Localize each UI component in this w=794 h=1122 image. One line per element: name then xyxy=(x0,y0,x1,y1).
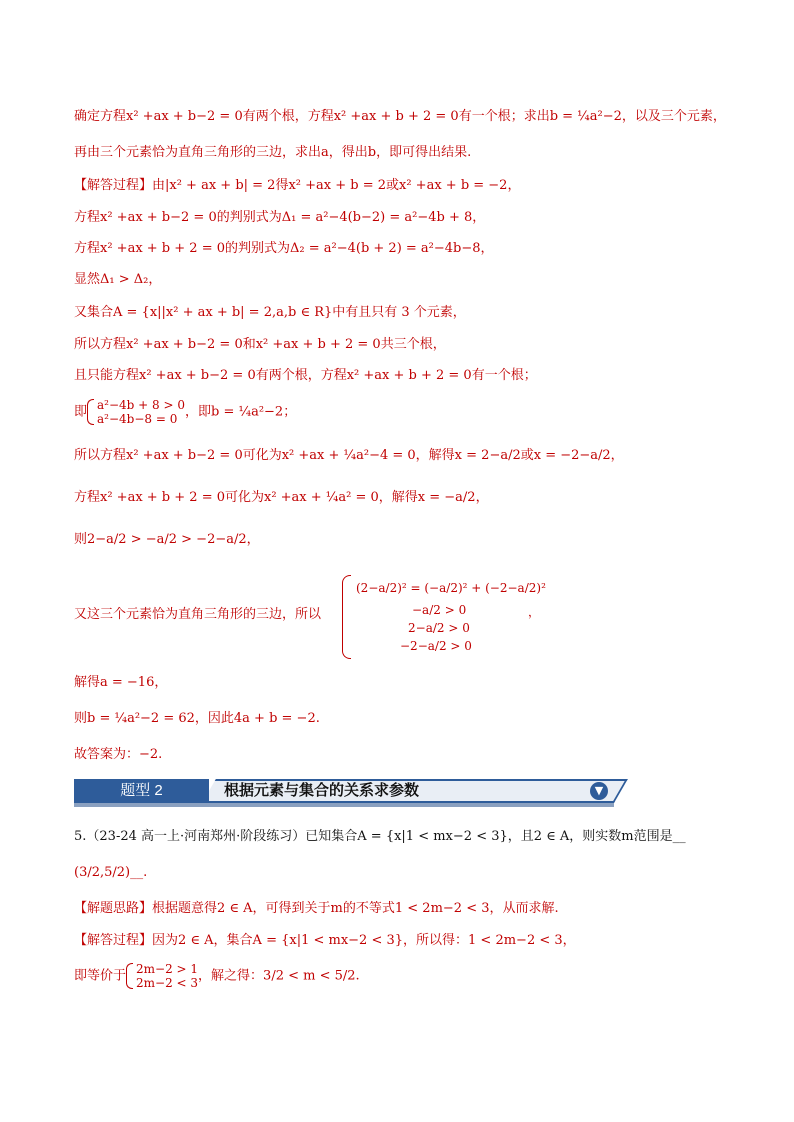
equiv-suffix: ，解之得：3/2 < m < 5/2. xyxy=(198,968,360,984)
solution-process: 【解答过程】因为2 ∈ A，集合A = {x|1 < mx−2 < 3}，所以得：1 < 2m−2 < 3， xyxy=(74,933,576,948)
text-line-15: 解得a = −16， xyxy=(74,675,168,690)
text-line-14: 又这三个元素恰为直角三角形的三边，所以 xyxy=(74,607,322,622)
section-banner xyxy=(74,779,614,805)
text-line-8: 所以方程x² +ax + b−2 = 0和x² +ax + b + 2 = 0共三个根， xyxy=(74,337,446,352)
equation-system-1 xyxy=(87,398,185,426)
text-line-2: 再由三个元素恰为直角三角形的三边，求出a，得出b，即可得出结果. xyxy=(74,145,472,160)
banner-shadow xyxy=(74,803,614,807)
banner-tag: 题型 2 xyxy=(74,779,209,803)
text-line-9: 且只能方程x² +ax + b−2 = 0有两个根，方程x² +ax + b + 2 = 0有一个根； xyxy=(74,368,537,383)
system3-eq-1: 2m−2 > 1 xyxy=(136,962,199,976)
solution-equivalence xyxy=(74,962,724,990)
equation-system-2 xyxy=(342,575,546,657)
equiv-prefix: 即等价于 xyxy=(74,968,127,984)
text-line-5: 方程x² +ax + b + 2 = 0的判别式为Δ₂ = a²−4(b + 2) = a²−4b−8， xyxy=(74,241,494,256)
question-5: 5.（23-24 高一上·河南郑州·阶段练习）已知集合A = {x|1 < mx−2 < 3}，且2 ∈ A，则实数m范围是__ xyxy=(74,829,686,844)
text-line-13: 则2−a/2 > −a/2 > −2−a/2， xyxy=(74,532,260,547)
text-line-6: 显然Δ₁ > Δ₂， xyxy=(74,272,162,287)
system3-eq-2: 2m−2 < 3 xyxy=(136,976,199,990)
text-line-12: 方程x² +ax + b + 2 = 0可化为x² +ax + ¼a² = 0，解得x = −a/2， xyxy=(74,490,489,505)
collapse-icon[interactable]: ▼ xyxy=(590,782,608,800)
line10-suffix: ，即b = ¼a²−2； xyxy=(185,404,297,420)
system2-row-2: −a/2 > 0 xyxy=(412,603,467,617)
system2-row-4: −2−a/2 > 0 xyxy=(400,639,472,653)
question-5-answer: (3/2,5/2)__. xyxy=(74,865,148,880)
system2-row-1: (2−a/2)² = (−a/2)² + (−2−a/2)² xyxy=(356,581,546,595)
system-eq-2: a²−4b−8 = 0 xyxy=(97,412,178,426)
text-line-1: 确定方程x² +ax + b−2 = 0有两个根，方程x² +ax + b + 2 = 0有一个根；求出b = ¼a²−2，以及三个元素， xyxy=(74,109,726,124)
system-eq-1: a²−4b + 8 > 0 xyxy=(97,398,185,412)
line10-prefix: 即 xyxy=(74,404,88,420)
text-line-4: 方程x² +ax + b−2 = 0的判别式为Δ₁ = a²−4(b−2) = a²−4b + 8， xyxy=(74,210,486,225)
text-line-10 xyxy=(74,398,724,426)
brace-icon xyxy=(342,575,351,659)
system2-tail: ， xyxy=(528,605,541,619)
system2-row-3: 2−a/2 > 0 xyxy=(408,621,470,635)
text-line-3: 【解答过程】由|x² + ax + b| = 2得x² +ax + b = 2或x² +ax + b = −2， xyxy=(74,178,521,193)
banner-title: 根据元素与集合的关系求参数 xyxy=(224,782,420,799)
text-line-11: 所以方程x² +ax + b−2 = 0可化为x² +ax + ¼a²−4 = 0，解得x = 2−a/2或x = −2−a/2， xyxy=(74,448,624,463)
solution-thought: 【解题思路】根据题意得2 ∈ A，可得到关于m的不等式1 < 2m−2 < 3，从而求解. xyxy=(74,901,559,916)
equation-system-3 xyxy=(126,962,198,990)
text-line-16: 则b = ¼a²−2 = 62，因此4a + b = −2. xyxy=(74,711,320,726)
text-line-7: 又集合A = {x||x² + ax + b| = 2,a,b ∈ R}中有且只有 3 个元素， xyxy=(74,305,466,320)
text-line-17: 故答案为：−2. xyxy=(74,747,163,762)
